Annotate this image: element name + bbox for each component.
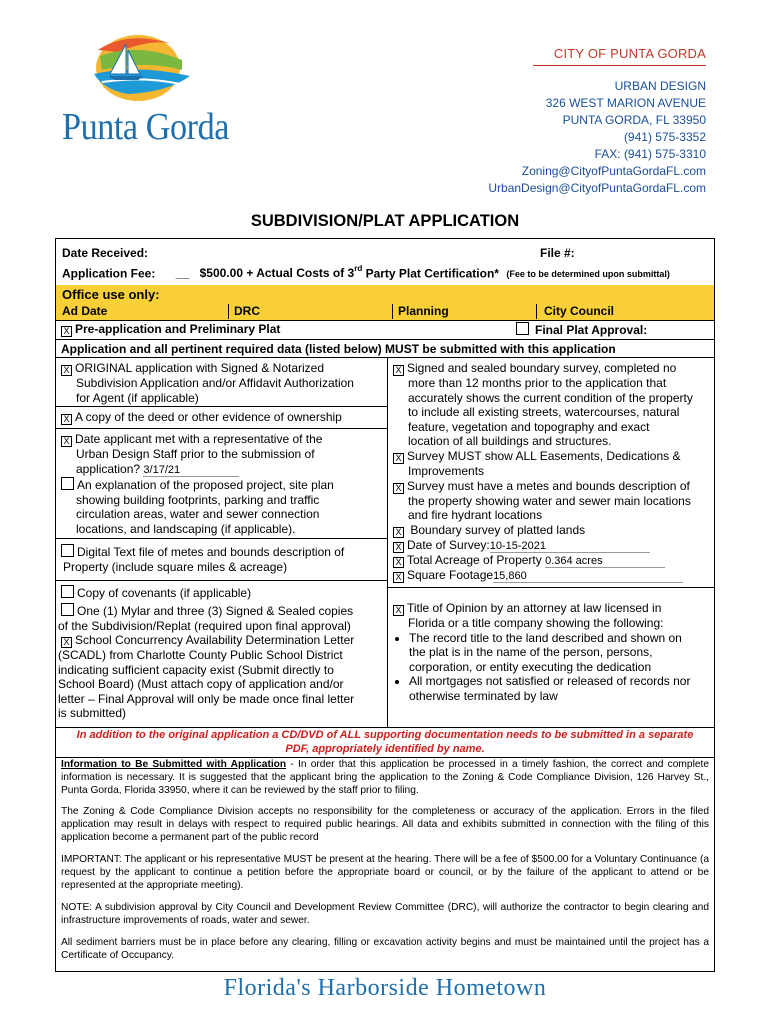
office-use-section: [56, 285, 714, 321]
item-text: showing building footprints, parking and traffic: [76, 492, 320, 507]
final-plat-checkbox[interactable]: [516, 322, 529, 335]
list-item: [409, 631, 711, 675]
item-title-opinion: [393, 601, 711, 704]
item-text: the property showing water and sewer main locations: [408, 493, 691, 508]
title-requirements-list: [393, 631, 711, 704]
item-project-explanation: [61, 477, 383, 536]
divider: [56, 757, 714, 758]
item-text: of the Subdivision/Replat (required upon final approval): [58, 618, 351, 633]
acreage-field[interactable]: 0.364 acres: [545, 556, 665, 568]
item-text: Subdivision Application and/or Affidavit Authorization: [76, 376, 354, 390]
item-text: All mortgages not satisfied or released of records nor: [409, 674, 691, 689]
info-heading: Information to Be Submitted with Application: [61, 759, 287, 770]
project-explanation-checkbox[interactable]: [61, 477, 74, 490]
item-text: the plat is in the name of the person, persons,: [409, 645, 653, 660]
preliminary-plat-option[interactable]: [61, 322, 280, 337]
city-logo: [58, 30, 248, 170]
item-deed: [61, 410, 383, 425]
platted-lands-checkbox[interactable]: X: [393, 527, 404, 538]
easements-checkbox[interactable]: X: [393, 453, 404, 464]
item-text: Digital Text file of metes and bounds description of: [77, 545, 345, 559]
office-col-divider: [228, 304, 229, 319]
office-col-divider: [536, 304, 537, 319]
item-text: Urban Design Staff prior to the submission of: [76, 447, 315, 461]
fee-section: [56, 239, 714, 286]
item-text: Date of Survey:: [407, 537, 490, 552]
item-text: for Agent (if applicable): [76, 390, 199, 405]
fee-sup: rd: [354, 264, 363, 273]
item-text: Florida or a title company showing the following:: [408, 616, 664, 630]
item-text: An explanation of the proposed project, site plan: [77, 478, 334, 492]
file-number-label: File #:: [540, 246, 575, 260]
item-text: A copy of the deed or other evidence of ownership: [75, 410, 342, 424]
city-name: CITY OF PUNTA GORDA: [553, 46, 706, 61]
divider: [56, 406, 387, 407]
item-school-concurrency: [58, 633, 386, 721]
item-text: indicating sufficient capacity exist (Submit directly to: [58, 662, 334, 677]
deed-checkbox[interactable]: X: [61, 414, 72, 425]
fee-note: (Fee to be determined upon submittal): [506, 269, 670, 280]
item-text: Total Acreage of Property: [407, 552, 542, 567]
department: URBAN DESIGN: [614, 79, 706, 93]
date-of-survey-checkbox[interactable]: X: [393, 542, 404, 553]
divider: [56, 580, 387, 581]
preliminary-plat-checkbox[interactable]: X: [61, 326, 72, 337]
item-text: Copy of covenants (if applicable): [77, 586, 252, 600]
item-text: Survey must have a metes and bounds description of: [407, 478, 690, 493]
info-paragraph: [61, 759, 709, 797]
note-line: In addition to the original application a CD/DVD of ALL supporting documentation needs to be submitted in a separate: [76, 729, 694, 741]
item-text: ORIGINAL application with Signed & Notarized: [75, 361, 325, 375]
phone: (941) 575-3352: [623, 130, 706, 144]
staff-meeting-checkbox[interactable]: X: [61, 436, 72, 447]
office-use-title: Office use only:: [62, 287, 160, 302]
item-original-application: [61, 361, 383, 405]
list-item: [409, 674, 711, 703]
mylar-checkbox[interactable]: [61, 603, 74, 616]
item-staff-meeting: [61, 432, 383, 477]
item-text: locations, and landscaping (if applicable).: [76, 521, 296, 536]
item-text: One (1) Mylar and three (3) Signed & Sealed copies: [77, 604, 354, 618]
item-text: more than 12 months prior to the application that: [408, 376, 667, 390]
square-footage-checkbox[interactable]: X: [393, 572, 404, 583]
office-col-divider: [392, 304, 393, 319]
original-application-checkbox[interactable]: X: [61, 365, 72, 376]
item-text: The record title to the land described and shown on: [409, 630, 682, 645]
page-title: SUBDIVISION/PLAT APPLICATION: [250, 212, 520, 230]
application-fee-label: Application Fee:: [62, 266, 156, 281]
application-fee-checkbox[interactable]: __: [175, 266, 190, 281]
boundary-survey-checkbox[interactable]: X: [393, 365, 404, 376]
office-col-planning: Planning: [398, 304, 449, 318]
item-text: Square Footage: [407, 567, 494, 582]
header-divider: [533, 65, 706, 66]
logo-wordmark: Punta Gorda: [62, 106, 229, 148]
date-received-label: Date Received:: [62, 246, 149, 260]
fee-text-cont: Party Plat Certification*: [362, 266, 499, 281]
office-col-ad-date: Ad Date: [62, 304, 108, 318]
fax: FAX: (941) 575-3310: [594, 147, 706, 161]
street-address: 326 WEST MARION AVENUE: [545, 96, 706, 110]
item-boundary-survey: [393, 361, 711, 583]
item-covenants: [61, 585, 383, 601]
item-text: Title of Opinion by an attorney at law licensed in: [407, 601, 662, 615]
item-text: Property (include square miles & acreage): [63, 559, 288, 574]
item-text: Improvements: [408, 463, 485, 478]
item-text: corporation, or entity executing the dedication: [409, 659, 652, 674]
item-mylar: [58, 603, 386, 633]
school-concurrency-checkbox[interactable]: X: [61, 637, 72, 648]
divider: [56, 357, 714, 358]
final-plat-option[interactable]: [516, 322, 647, 337]
divider: [56, 538, 387, 539]
sailboat-logo-icon: [58, 30, 248, 110]
email-urban-design[interactable]: UrbanDesign@CityofPuntaGordaFL.com: [488, 181, 706, 195]
item-text: letter – Final Approval will only be made once final letter: [58, 691, 355, 706]
meeting-date-field[interactable]: 3/17/21: [143, 465, 239, 477]
preliminary-plat-label: Pre-application and Preliminary Plat: [75, 322, 281, 336]
note-line: PDF, appropriately identified by name.: [285, 743, 485, 755]
date-of-survey-field[interactable]: 10-15-2021: [490, 541, 650, 553]
email-zoning[interactable]: Zoning@CityofPuntaGordaFL.com: [521, 164, 706, 178]
application-fee-row: [62, 264, 670, 282]
item-text: circulation areas, water and sewer connection: [76, 507, 320, 522]
divider: [56, 339, 714, 340]
responsibility-paragraph: The Zoning & Code Compliance Division accepts no responsibility for the completeness or accuracy of the application. Errors in the filed application may result in delays with respect to required public hearings. All data and exhibits submitted in connection with the filing of this application become a permanent part of the public record: [61, 806, 709, 843]
paragraph-text: - In order that this application be processed in a timely fashion, the correct and complete information is necessary. It is suggested that the applicant bring the application to the Zoning & Code Compliance Division, 126 Harvey St., Punta Gorda, Florida 33950, where it can be reviewed by the staff prior to filing.: [61, 759, 710, 796]
sediment-paragraph: All sediment barriers must be in place before any clearing, filling or excavation activity begins and must be maintained until the project has a Certificate of Occupancy.: [61, 937, 709, 961]
item-text: is submitted): [58, 706, 127, 721]
metes-bounds-checkbox[interactable]: X: [393, 483, 404, 494]
item-text: School Board) (Must attach copy of application and/or: [58, 677, 344, 692]
requirements-heading: Application and all pertinent required data (listed below) MUST be submitted with this application: [61, 342, 616, 356]
column-divider: [387, 357, 388, 727]
office-col-city-council: City Council: [544, 304, 615, 318]
footer-tagline: Florida's Harborside Hometown: [223, 975, 547, 1001]
item-text: Boundary survey of platted lands: [410, 522, 586, 537]
item-text: and fire hydrant locations: [408, 508, 543, 523]
square-footage-field[interactable]: 15,860: [493, 571, 683, 583]
covenants-checkbox[interactable]: [61, 585, 74, 598]
title-opinion-checkbox[interactable]: X: [393, 605, 404, 616]
item-text: to include all existing streets, watercourses, natural: [408, 405, 680, 420]
item-text: application?: [76, 461, 141, 476]
important-paragraph: IMPORTANT: The applicant or his representative MUST be present at the hearing. There will be a fee of $500.00 for a Voluntary Continuance (a request by the applicant to continue a petition before the appropriate board or council, or by the failure of the applicant to attend or be represented at the appropriate meeting).: [61, 854, 709, 891]
item-text: School Concurrency Availability Determination Letter: [75, 633, 355, 647]
item-text: location of all buildings and structures.: [408, 434, 612, 449]
divider: [56, 428, 387, 429]
digital-text-checkbox[interactable]: [61, 544, 74, 557]
item-text: otherwise terminated by law: [409, 688, 558, 703]
item-text: accurately shows the current condition of the property: [408, 390, 693, 405]
final-plat-label: Final Plat Approval:: [535, 323, 648, 337]
item-digital-text: [61, 544, 383, 574]
item-text: Date applicant met with a representative of the: [75, 432, 323, 446]
divider: [387, 587, 714, 588]
acreage-checkbox[interactable]: X: [393, 557, 404, 568]
item-text: feature, vegetation and topography and exact: [408, 419, 650, 434]
fee-text: $500.00 + Actual Costs of 3: [199, 266, 355, 281]
note-paragraph: NOTE: A subdivision approval by City Council and Development Review Committee (DRC), will authorize the contractor to begin clearing and infrastructure improvements of roads, water and sewer.: [61, 902, 709, 926]
item-text: Survey MUST show ALL Easements, Dedications &: [407, 448, 681, 463]
item-text: (SCADL) from Charlotte County Public School District: [58, 648, 343, 662]
cd-dvd-note: [56, 728, 714, 756]
city-state-zip: PUNTA GORDA, FL 33950: [562, 113, 706, 127]
contact-block: [488, 78, 706, 197]
item-text: Signed and sealed boundary survey, completed no: [407, 361, 677, 375]
office-col-drc: DRC: [234, 304, 260, 318]
